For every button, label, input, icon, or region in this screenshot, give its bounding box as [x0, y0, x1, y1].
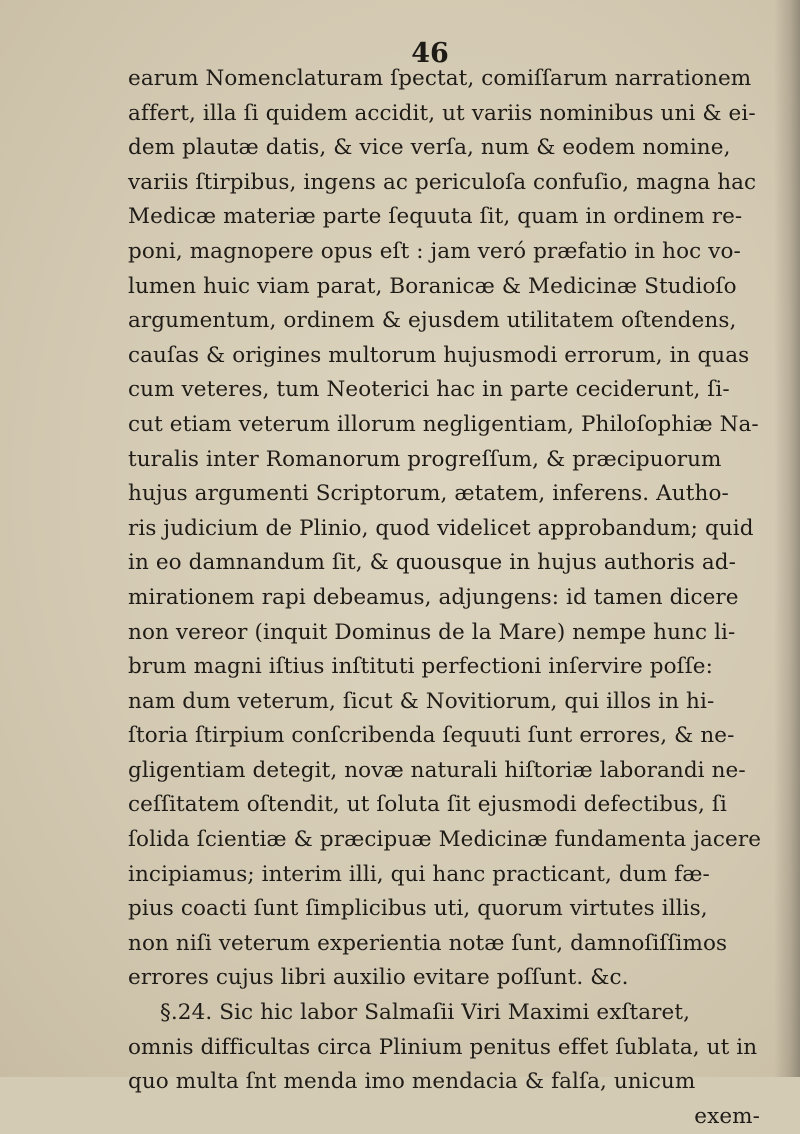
text-line: mirationem rapi debeamus, adjungens: id tamen dicere	[128, 584, 739, 610]
section-line: §.24. Sic hic labor Salmaſii Viri Maximi exſtaret,	[160, 1000, 691, 1026]
text-line: errores cujus libri auxilio evitare poſſunt. &c.	[128, 965, 629, 991]
text-line: incipiamus; interim illi, qui hanc practicant, dum fæ-	[128, 861, 710, 887]
catchword: exem-	[694, 1103, 760, 1129]
text-line: in eo damnandum ſit, & quousque in hujus authoris ad-	[128, 550, 736, 576]
text-line: quo multa ſnt menda imo mendacia & falſa, unicum	[128, 1069, 696, 1095]
text-line: brum magni iſtius inſtituti perfectioni inſervire poſſe:	[128, 654, 713, 680]
text-line: ſolida ſcientiæ & præcipuæ Medicinæ fundamenta jacere	[128, 827, 762, 853]
text-line: earum Nomenclaturam ſpectat, comiſſarum narrationem	[128, 66, 752, 91]
page-number: 46	[411, 38, 449, 69]
text-line: variis ſtirpibus, ingens ac periculoſa confuſio, magna hac	[128, 169, 757, 195]
text-line: poni, magnopere opus eſt : jam veró præfatio in hoc vo-	[128, 238, 741, 264]
text-line: gligentiam detegit, novæ naturali hiſtoriæ laborandi ne-	[128, 757, 746, 783]
text-line: ris judicium de Plinio, quod videlicet approbandum; quid	[128, 515, 754, 541]
text-line: omnis difficultas circa Plinium penitus effet ſublata, ut in	[128, 1034, 758, 1060]
body-text	[128, 62, 788, 1134]
text-line: argumentum, ordinem & ejusdem utilitatem oſtendens,	[128, 308, 737, 334]
text-line: lumen huic viam parat, Boranicæ & Medicinæ Studioſo	[128, 273, 737, 299]
text-line: pius coacti ſunt ſimplicibus uti, quorum virtutes illis,	[128, 896, 708, 922]
text-line: dem plautæ datis, & vice verſa, num & eodem nomine,	[128, 135, 731, 161]
text-line: cum veteres, tum Neoterici hac in parte ceciderunt, ſi-	[128, 377, 730, 403]
text-line: non niſi veterum experientia notæ ſunt, damnoſiſſimos	[128, 930, 728, 956]
text-line: cut etiam veterum illorum negligentiam, Philoſophiæ Na-	[128, 411, 759, 437]
text-line: ſtoria ſtirpium conſcribenda ſequuti ſunt errores, & ne-	[128, 723, 735, 749]
text-line: affert, illa ſi quidem accidit, ut variis nominibus uni & ei-	[128, 100, 756, 126]
text-line: nam dum veterum, ſicut & Novitiorum, qui illos in hi-	[128, 688, 715, 714]
text-line: ceſſitatem oſtendit, ut ſoluta ſit ejusmodi defectibus, ſi	[128, 792, 727, 818]
text-line: Medicæ materiæ parte ſequuta ſit, quam in ordinem re-	[128, 204, 743, 230]
text-line: cauſas & origines multorum hujusmodi errorum, in quas	[128, 342, 750, 368]
text-line: non vereor (inquit Dominus de la Mare) nempe hunc li-	[128, 619, 736, 645]
text-line: hujus argumenti Scriptorum, ætatem, inferens. Autho-	[128, 481, 729, 507]
page-edge-shadow	[774, 0, 800, 1077]
text-line: turalis inter Romanorum progreſſum, & præcipuorum	[128, 446, 722, 472]
